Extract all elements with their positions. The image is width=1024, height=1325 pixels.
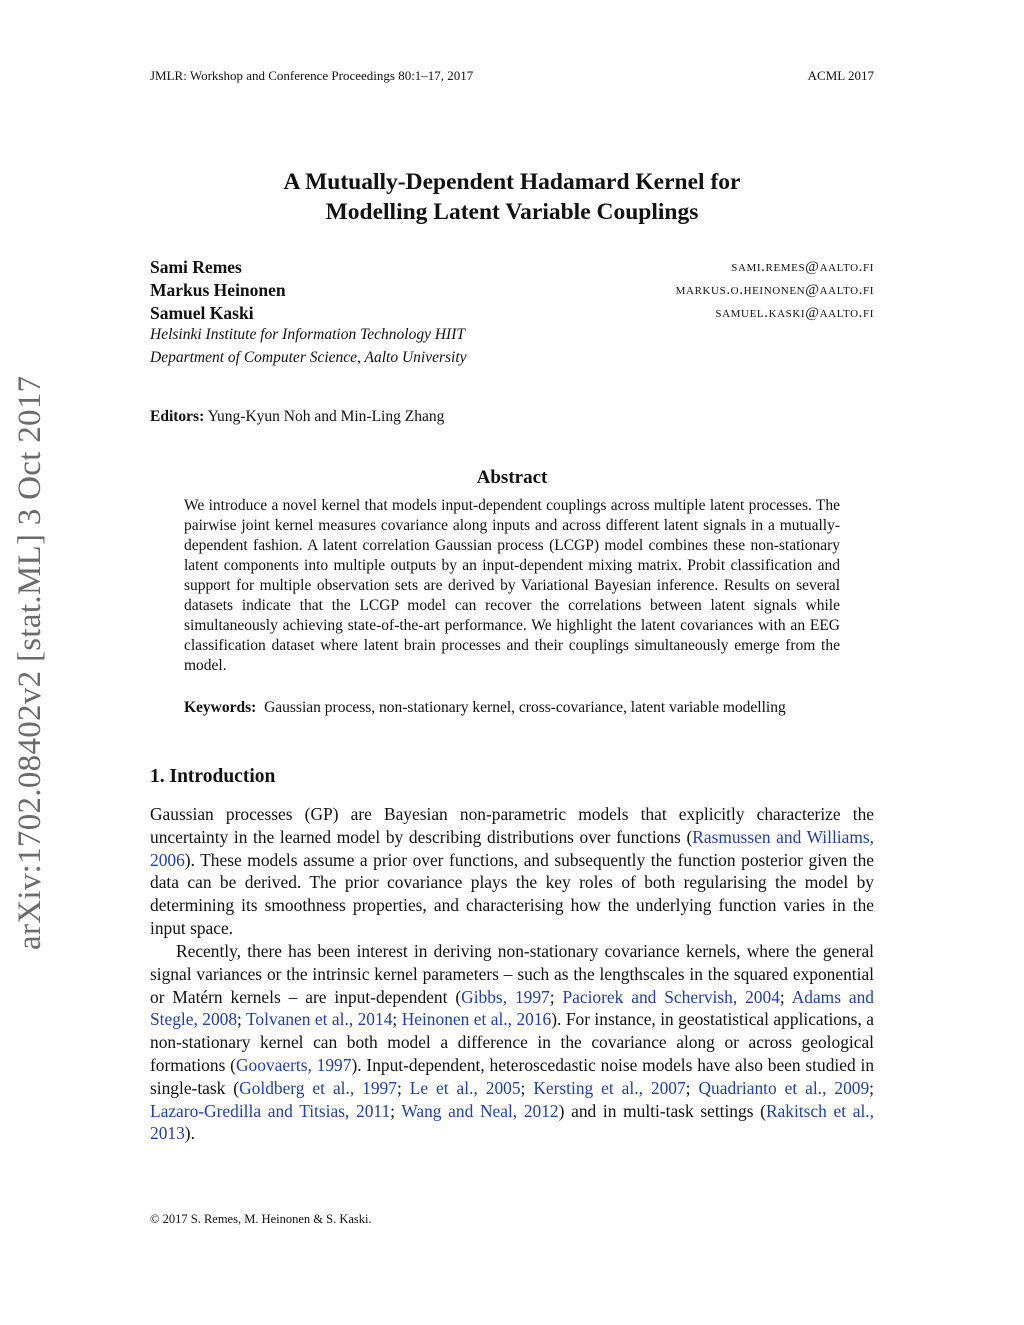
paragraph-text: ; <box>520 1077 534 1098</box>
citation-link[interactable]: Lazaro-Gredilla and Titsias, 2011 <box>150 1100 391 1121</box>
editors-names: Yung-Kyun Noh and Min-Ling Zhang <box>207 408 445 425</box>
intro-paragraph-1 <box>150 803 874 940</box>
affiliation: Helsinki Institute for Information Technology HIIT <box>150 326 466 343</box>
citation-link[interactable]: Heinonen et al., 2016 <box>401 1009 552 1030</box>
abstract-body: We introduce a novel kernel that models input-dependent couplings across multiple latent processes. The pairwise joint kernel measures covariance along inputs and across different latent signals in a mutually-dependent fashion. A latent correlation Gaussian process (LCGP) model combines these non-stationary latent components into multiple outputs by an input-dependent mixing matrix. Probit classification and support for multiple observation sets are derived by Variational Bayesian inference. Results on several datasets indicate that the LCGP model can recover the correlations between latent signals while simultaneously achieving state-of-the-art performance. We highlight the latent covariances with an EEG classification dataset where latent brain processes and their couplings simultaneously emerge from the model. <box>184 497 840 674</box>
abstract-heading: Abstract <box>476 467 548 488</box>
intro-paragraph-2 <box>150 940 874 1145</box>
citation-link[interactable]: Adams and Stegle, 2008 <box>150 986 874 1030</box>
citation-link[interactable]: Kersting et al., 2007 <box>533 1077 686 1098</box>
author-name: Samuel Kaski <box>150 303 254 323</box>
citation-link[interactable]: Rasmussen and Williams, 2006 <box>150 826 874 870</box>
paragraph-text: Gaussian processes (GP) are Bayesian non-parametric models that explicitly characterize the uncertainty in the learned model by describing distributions over functions ( <box>150 804 874 847</box>
editors-label: Editors: <box>150 408 205 425</box>
paragraph-text: ). For instance, in geostatistical applications, a non-stationary kernel can both model a difference in the covariance along or across geological formations ( <box>150 1009 874 1075</box>
author-email[interactable]: samuel.kaski@aalto.fi <box>715 305 874 321</box>
keywords <box>184 698 840 718</box>
running-head-right: ACML 2017 <box>807 68 874 83</box>
affiliation: Department of Computer Science, Aalto University <box>150 349 467 366</box>
title-line-2: Modelling Latent Variable Couplings <box>325 199 699 225</box>
paragraph-text: ; <box>685 1077 699 1098</box>
citation-link[interactable]: Le et al., 2005 <box>409 1077 521 1098</box>
paragraph-text: ; <box>396 1077 410 1098</box>
citation-link[interactable]: Gibbs, 1997 <box>461 986 550 1007</box>
citation-link[interactable]: Wang and Neal, 2012 <box>401 1100 559 1121</box>
citation-link[interactable]: Tolvanen et al., 2014 <box>246 1009 393 1030</box>
citation-link[interactable]: Goldberg et al., 1997 <box>239 1077 397 1098</box>
paragraph-text: ; <box>237 1009 247 1030</box>
citation-link[interactable]: Rakitsch et al., 2013 <box>150 1100 874 1144</box>
paragraph-text: ). These models assume a prior over functions, and subsequently the function posterior given the data can be derived. The prior covariance plays the key roles of both regularising the model by determining its smoothness properties, and characterising how the underlying function varies in the input space. <box>150 849 874 938</box>
paragraph-text: Recently, there has been interest in deriving non-stationary covariance kernels, where the general signal variances or the intrinsic kernel parameters – such as the lengthscales in the squared exponential or Matérn kernels – are input-dependent ( <box>150 941 874 1007</box>
paragraph-text: ; <box>869 1077 874 1098</box>
citation-link[interactable]: Quadrianto et al., 2009 <box>698 1077 870 1098</box>
paragraph-text: ) and in multi-task settings ( <box>558 1100 766 1121</box>
paragraph-text: ; <box>390 1100 402 1121</box>
citation-link[interactable]: Goovaerts, 1997 <box>235 1054 352 1075</box>
paragraph-text: ; <box>392 1009 402 1030</box>
paragraph-text: ; <box>549 986 563 1007</box>
arxiv-stamp-text: arXiv:1702.08402v2 [stat.ML] 3 Oct 2017 <box>12 375 48 950</box>
author-email[interactable]: markus.o.heinonen@aalto.fi <box>675 282 874 298</box>
section-heading: 1. Introduction <box>150 766 276 787</box>
keywords-label: Keywords: <box>184 699 257 716</box>
author-name: Markus Heinonen <box>150 280 286 300</box>
author-name: Sami Remes <box>150 257 242 277</box>
paragraph-text: ; <box>779 986 792 1007</box>
copyright-footer: © 2017 S. Remes, M. Heinonen & S. Kaski. <box>150 1212 372 1226</box>
citation-link[interactable]: Paciorek and Schervish, 2004 <box>562 986 780 1007</box>
keywords-text: Gaussian process, non-stationary kernel, cross-covariance, latent variable modelling <box>264 699 786 716</box>
paper-title <box>0 167 1024 227</box>
running-head-left: JMLR: Workshop and Conference Proceedings 80:1–17, 2017 <box>150 68 474 83</box>
title-line-1: A Mutually-Dependent Hadamard Kernel for <box>283 169 741 195</box>
editors-line <box>150 408 444 426</box>
author-email[interactable]: sami.remes@aalto.fi <box>731 259 874 275</box>
paragraph-text: ). Input-dependent, heteroscedastic noise models have also been studied in single-task ( <box>150 1054 875 1098</box>
paragraph-text: ). <box>184 1123 195 1144</box>
